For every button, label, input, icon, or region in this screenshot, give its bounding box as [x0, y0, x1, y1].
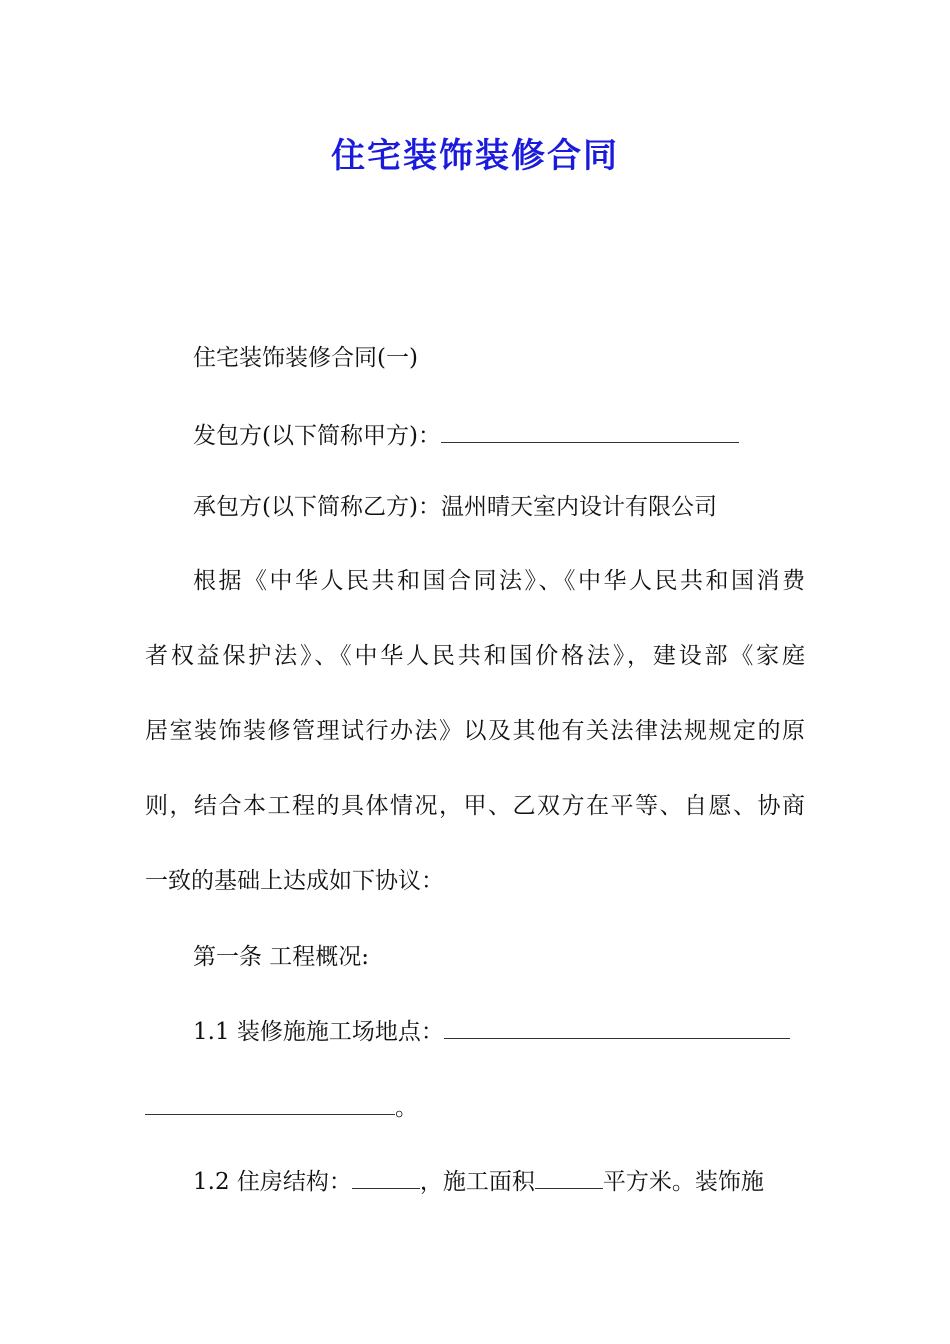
- preamble-line-1: 根据《中华人民共和国合同法》、《中华人民共和国消费: [193, 568, 805, 594]
- item-1-1-label: 1.1 装修施施工场地点：: [193, 1019, 444, 1045]
- party-a-line: [193, 420, 739, 451]
- area-blank: [535, 1166, 603, 1189]
- item-1-2-end: 平方米。装饰施: [602, 1169, 764, 1195]
- item-1-1-continuation: [145, 1092, 418, 1123]
- site-address-blank: [444, 1016, 790, 1039]
- preamble-line-5: 一致的基础上达成如下协议：: [145, 868, 444, 894]
- item-1-2-line: [193, 1166, 764, 1197]
- preamble-line-3: 居室装饰装修管理试行办法》以及其他有关法律法规规定的原: [145, 718, 805, 744]
- structure-blank: [352, 1166, 420, 1189]
- item-1-2-mid: ，施工面积: [419, 1169, 535, 1195]
- preamble-line-4: 则，结合本工程的具体情况，甲、乙双方在平等、自愿、协商: [145, 793, 805, 819]
- party-a-blank: [441, 420, 739, 443]
- party-b-line: 承包方(以下简称乙方)：温州晴天室内设计有限公司: [193, 494, 717, 520]
- item-1-2-label: 1.2 住房结构：: [193, 1169, 352, 1195]
- site-address-blank-2: [145, 1092, 395, 1115]
- item-1-1-end: 。: [395, 1095, 418, 1121]
- document-title: 住宅装饰装修合同: [331, 136, 619, 176]
- item-1-1-line: [193, 1016, 790, 1047]
- article-1-heading: 第一条 工程概况:: [193, 944, 370, 970]
- preamble-line-2: 者权益保护法》、《中华人民共和国价格法》，建设部《家庭: [145, 643, 805, 669]
- party-a-label: 发包方(以下简称甲方)：: [193, 423, 441, 449]
- contract-subtitle: 住宅装饰装修合同(一): [193, 345, 418, 371]
